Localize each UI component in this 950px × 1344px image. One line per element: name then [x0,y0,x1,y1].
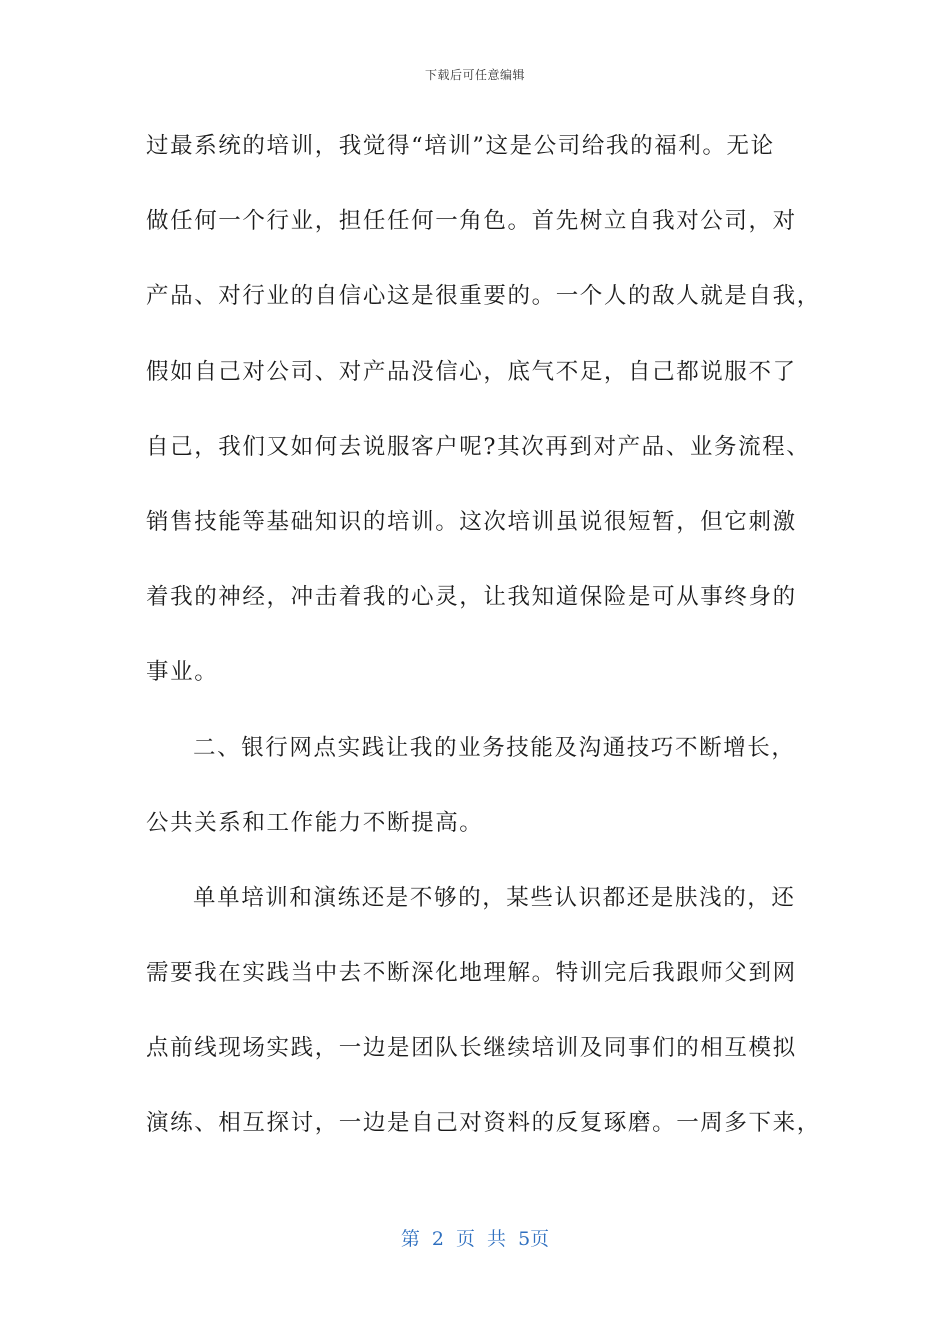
text-line: 需要我在实践当中去不断深化地理解。特训完后我跟师父到网 [146,960,797,987]
text-line: 产品、对行业的自信心这是很重要的。一个人的敌人就是自我， [146,283,821,310]
text-line: 过最系统的培训，我觉得“培训”这是公司给我的福利。无论 [146,133,775,159]
text-line: 事业。 [146,659,219,686]
text-line: 自己，我们又如何去说服客户呢?其次再到对产品、业务流程、 [146,433,811,460]
text-line: 单单培训和演练还是不够的，某些认识都还是肤浅的，还 [193,884,796,911]
text-line: 演练、相互探讨，一边是自己对资料的反复琢磨。一周多下来， [146,1110,821,1137]
text-line: 假如自己对公司、对产品没信心，底气不足，自己都说服不了 [146,358,797,385]
document-body [146,126,821,1179]
section-heading-line: 公共关系和工作能力不断提高。 [146,809,484,836]
page-header: 下载后可任意编辑 [424,68,525,82]
page-number-footer: 第 2 页 共 5页 [400,1228,550,1250]
section-heading-line: 二、银行网点实践让我的业务技能及沟通技巧不断增长， [193,734,796,761]
text-line: 销售技能等基础知识的培训。这次培训虽说很短暂，但它刺激 [146,508,797,535]
text-line: 做任何一个行业，担任任何一角色。首先树立自我对公司，对 [146,208,797,235]
text-line: 着我的神经，冲击着我的心灵，让我知道保险是可从事终身的 [146,584,797,611]
text-line: 点前线现场实践，一边是团队长继续培训及同事们的相互模拟 [146,1035,797,1062]
